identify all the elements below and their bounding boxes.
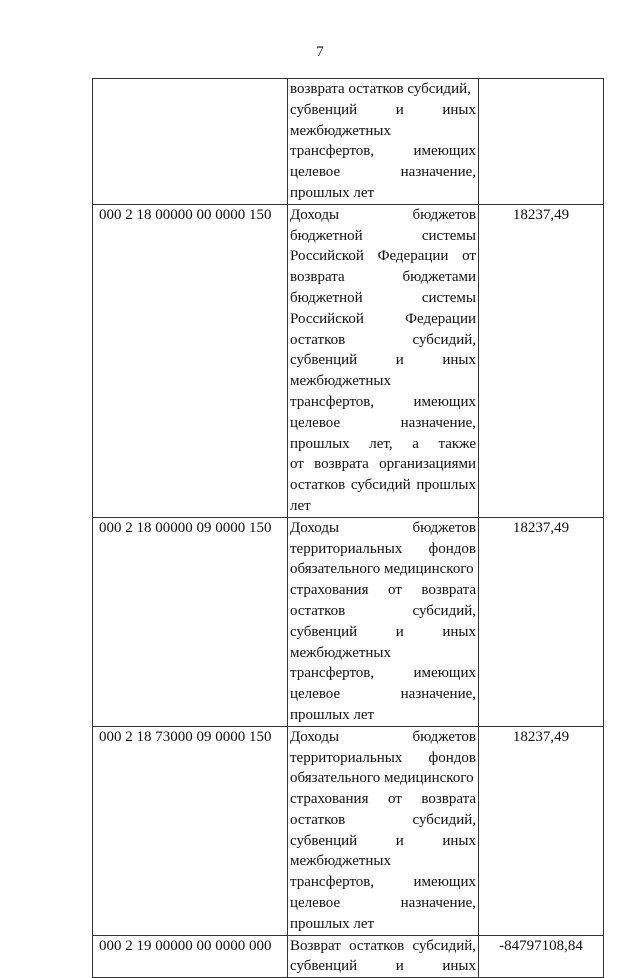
description-word: Российской: [290, 248, 364, 265]
description-word: бюджетной: [290, 227, 363, 244]
description-word: субвенций: [290, 958, 358, 975]
amount-cell: 18237,49: [479, 204, 604, 517]
description-word: Доходы: [290, 728, 340, 745]
amount-cell: 18237,49: [479, 517, 604, 726]
amount-cell: 18237,49: [479, 726, 604, 935]
description-line: межбюджетных: [290, 853, 392, 870]
description-line: [290, 475, 476, 496]
description-word: страхования: [290, 791, 369, 808]
description-word: организациями: [379, 456, 476, 473]
description-word: трансфертов,: [290, 393, 375, 410]
description-line: прошлых лет: [290, 184, 375, 201]
description-word: иных: [442, 832, 476, 849]
description-word: Российской: [290, 310, 364, 327]
table-row: [93, 517, 604, 726]
description-line: [290, 267, 476, 288]
description-word: трансфертов,: [290, 143, 375, 160]
description-word: имеющих: [413, 665, 476, 682]
description-word: и: [395, 101, 404, 118]
description-word: фондов: [428, 749, 476, 766]
budget-table: [92, 78, 604, 978]
description-line: межбюджетных: [290, 644, 392, 661]
description-line: [290, 539, 476, 560]
description-word: иных: [442, 352, 476, 369]
description-line: [290, 872, 476, 893]
description-word: субвенций: [290, 623, 358, 640]
description-line: [290, 141, 476, 162]
description-word: прошлых: [416, 477, 476, 494]
description-word: целевое: [290, 414, 341, 431]
description-word: возврата: [314, 456, 369, 473]
description-word: трансфертов,: [290, 874, 375, 891]
description-word: бюджетов: [412, 206, 476, 223]
description-line: [290, 622, 476, 643]
description-word: прошлых: [290, 435, 350, 452]
table-row: [93, 726, 604, 935]
description-word: иных: [442, 101, 476, 118]
table-row: [93, 204, 604, 517]
description-word: имеющих: [413, 393, 476, 410]
budget-code-cell: 000 2 18 73000 09 0000 150: [93, 726, 288, 935]
description-line: [290, 392, 476, 413]
description-line: [290, 434, 476, 455]
description-word: назначение,: [400, 686, 476, 703]
table-row: [93, 79, 604, 205]
description-line: [290, 810, 476, 831]
description-line: [290, 789, 476, 810]
description-word: и: [395, 623, 404, 640]
description-line: [290, 727, 476, 748]
description-line: [290, 288, 476, 309]
description-word: от: [290, 456, 304, 473]
description-word: страхования: [290, 582, 369, 599]
description-word: субсидий,: [412, 811, 476, 828]
budget-code-cell: 000 2 18 00000 00 0000 150: [93, 204, 288, 517]
description-line: [290, 246, 476, 267]
description-line: [290, 663, 476, 684]
budget-code-cell: 000 2 19 00000 00 0000 000: [93, 935, 288, 978]
page-number: 7: [316, 44, 324, 60]
description-word: остатков: [349, 937, 405, 954]
description-line: [290, 309, 476, 330]
description-word: бюджетов: [412, 519, 476, 536]
table-row: [93, 935, 604, 978]
description-line: [290, 893, 476, 914]
description-line: [290, 413, 476, 434]
description-word: имеющих: [413, 874, 476, 891]
description-word: остатков: [290, 811, 346, 828]
description-line: [290, 748, 476, 769]
budget-code-cell: 000 2 18 00000 09 0000 150: [93, 517, 288, 726]
description-word: от: [387, 582, 402, 599]
description-word: субсидий,: [412, 331, 476, 348]
description-word: целевое: [290, 686, 341, 703]
description-word: имеющих: [413, 143, 476, 160]
description-line: [290, 454, 476, 475]
description-cell: [288, 517, 479, 726]
description-word: субвенций: [290, 101, 358, 118]
description-word: возврата: [290, 269, 345, 286]
description-word: субвенций: [290, 352, 358, 369]
description-cell: [288, 204, 479, 517]
amount-cell: [479, 79, 604, 205]
description-line: межбюджетных: [290, 122, 392, 139]
description-word: лет,: [369, 435, 393, 452]
description-line: [290, 601, 476, 622]
description-word: системы: [421, 227, 476, 244]
description-word: от: [387, 791, 402, 808]
description-line: прошлых лет: [290, 706, 375, 723]
description-word: иных: [442, 623, 476, 640]
description-word: субсидий,: [412, 937, 476, 954]
description-line: [290, 350, 476, 371]
description-line: [290, 330, 476, 351]
description-word: целевое: [290, 895, 341, 912]
description-word: назначение,: [400, 414, 476, 431]
description-word: трансфертов,: [290, 665, 375, 682]
description-word: возврата: [421, 791, 476, 808]
description-word: назначение,: [400, 895, 476, 912]
description-line: [290, 580, 476, 601]
description-word: остатков: [290, 602, 346, 619]
description-word: фондов: [428, 540, 476, 557]
description-word: субвенций: [290, 832, 358, 849]
description-word: также: [438, 435, 476, 452]
budget-code-cell: [93, 79, 288, 205]
description-line: [290, 226, 476, 247]
description-cell: [288, 79, 479, 205]
description-word: бюджетами: [402, 269, 476, 286]
description-word: Доходы: [290, 519, 340, 536]
description-word: Федерации: [377, 248, 449, 265]
description-word: Возврат: [290, 937, 341, 954]
description-word: назначение,: [400, 164, 476, 181]
description-word: территориальных: [290, 749, 403, 766]
amount-cell: -84797108,84: [479, 935, 604, 978]
description-line: [290, 956, 476, 977]
description-word: Доходы: [290, 206, 340, 223]
description-word: системы: [421, 289, 476, 306]
description-word: Федерации: [405, 310, 476, 327]
description-line: [290, 684, 476, 705]
description-word: субсидий,: [412, 602, 476, 619]
description-word: остатков: [290, 477, 346, 494]
description-word: и: [395, 958, 404, 975]
description-line: [290, 936, 476, 957]
description-word: возврата: [421, 582, 476, 599]
description-line: возврата остатков субсидий,: [290, 81, 471, 97]
description-line: прошлых лет: [290, 915, 375, 932]
description-word: остатков: [290, 331, 346, 348]
description-line: [290, 205, 476, 226]
description-word: целевое: [290, 164, 341, 181]
description-word: и: [395, 352, 404, 369]
description-word: от: [462, 248, 476, 265]
description-word: субсидий: [350, 477, 411, 494]
description-line: обязательного медицинского: [290, 770, 474, 787]
description-word: а: [412, 435, 419, 452]
description-word: и: [395, 832, 404, 849]
description-line: межбюджетных: [290, 373, 392, 390]
description-line: обязательного медицинского: [290, 561, 474, 578]
description-line: лет: [290, 497, 311, 514]
description-line: [290, 518, 476, 539]
description-line: [290, 162, 476, 183]
description-word: иных: [442, 958, 476, 975]
description-cell: [288, 726, 479, 935]
description-word: бюджетов: [412, 728, 476, 745]
description-line: [290, 100, 476, 121]
description-line: [290, 831, 476, 852]
description-word: бюджетной: [290, 289, 363, 306]
description-cell: [288, 935, 479, 978]
description-word: территориальных: [290, 540, 403, 557]
